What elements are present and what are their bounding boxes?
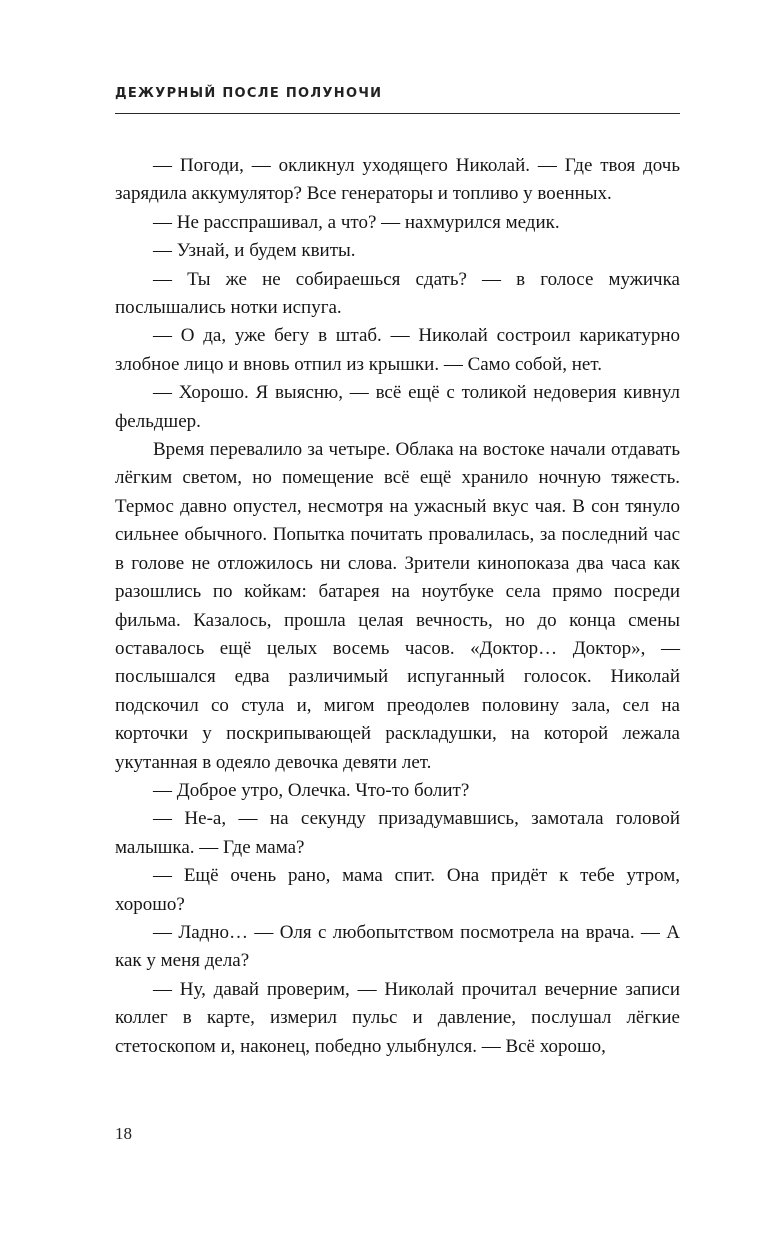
paragraph: — Не расспрашивал, а что? — нахмурился медик. — [153, 211, 560, 233]
paragraph: — Ну, давай проверим, — Николай прочитал вечерние записи коллег в карте, измерил пульс и давление, послушал лёгкие стетоскопом и, наконец, победно улыбнулся. — Всё хорошо, — [115, 978, 680, 1057]
paragraph: — О да, уже бегу в штаб. — Николай состроил карикатурно злобное лицо и вновь отпил из крышки. — Само собой, нет. — [115, 325, 680, 375]
header-rule — [115, 113, 680, 114]
paragraph: — Ладно… — Оля с любопытством посмотрела на врача. — А как у меня дела? — [115, 921, 680, 972]
paragraph: — Не-а, — на секунду призадумавшись, замотала головой малышка. — Где мама? — [115, 808, 680, 858]
paragraph: — Ещё очень рано, мама спит. Она придёт к тебе утром, хорошо? — [115, 865, 680, 915]
paragraph: — Доброе утро, Олечка. Что-то болит? — [153, 779, 470, 801]
paragraph: Время перевалило за четыре. Облака на востоке начали отдавать лёгким светом, но помещение всё ещё хранило ночную тяжесть. Термос давно опустел, несмотря на ужасный вкус чая. В сон тянуло сильнее обычного. Попытка почитать провалилась, за последний час в голове не отложилось ни слова. Зрители кинопоказа два часа как разошлись по койкам: батарея на ноутбуке села прямо посреди фильма. Казалось, прошла целая вечность, но до конца смены оставалось ещё целых восемь часов. «Доктор… Доктор», — послышался едва различимый испуганный голосок. Николай подскочил со стула и, мигом преодолев половину зала, сел на корточки у поскрипывающей раскладушки, на которой лежала укутанная в одеяло девочка девяти лет. — [115, 439, 680, 773]
paragraph: — Ты же не собираешься сдать? — в голосе мужичка послышались нотки испуга. — [115, 268, 680, 319]
page-body — [115, 152, 680, 1061]
paragraph: — Узнай, и будем квиты. — [153, 240, 356, 262]
paragraph: — Хорошо. Я выясню, — всё ещё с толикой недоверия кивнул фельдшер. — [115, 382, 680, 432]
page-number: 18 — [115, 1124, 132, 1143]
running-header: ДЕЖУРНЫЙ ПОСЛЕ ПОЛУНОЧИ — [115, 86, 383, 101]
paragraph: — Погоди, — окликнул уходящего Николай. — Где твоя дочь зарядила аккумулятор? Все генераторы и топливо у военных. — [115, 155, 680, 205]
